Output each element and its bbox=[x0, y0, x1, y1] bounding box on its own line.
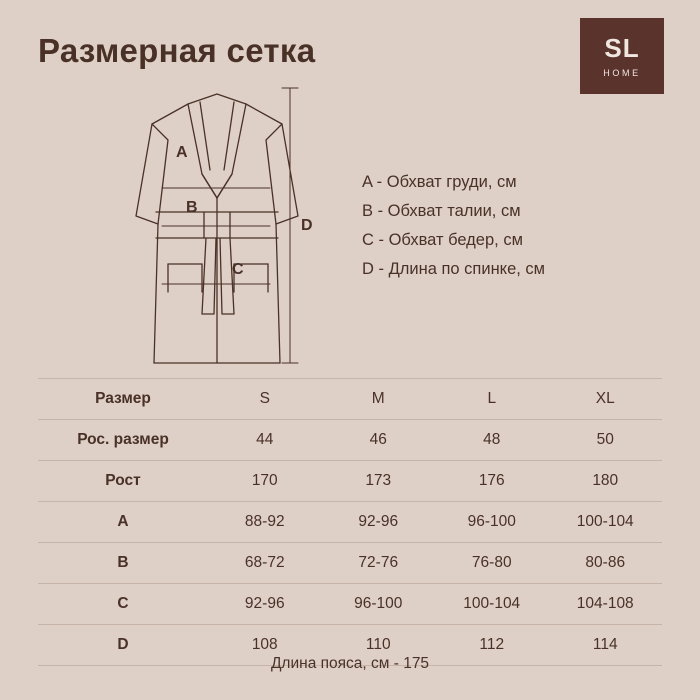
marker-d: D bbox=[301, 217, 313, 234]
cell: 112 bbox=[435, 625, 549, 666]
row-label: Рост bbox=[38, 461, 208, 502]
legend-item-b: B - Обхват талии, см bbox=[362, 202, 521, 220]
page-title: Размерная сетка bbox=[38, 32, 316, 69]
cell: 173 bbox=[322, 461, 436, 502]
cell: 46 bbox=[322, 420, 436, 461]
robe-illustration bbox=[110, 78, 325, 378]
table-header-m: M bbox=[322, 379, 436, 420]
size-table-wrapper bbox=[38, 378, 662, 666]
table-row bbox=[38, 502, 662, 543]
row-label: D bbox=[38, 625, 208, 666]
row-label: C bbox=[38, 584, 208, 625]
brand-logo-main: SL bbox=[604, 32, 640, 63]
cell: 80-86 bbox=[549, 543, 663, 584]
table-header-row bbox=[38, 379, 662, 420]
cell: 72-76 bbox=[322, 543, 436, 584]
measurement-legend bbox=[362, 168, 545, 284]
cell: 76-80 bbox=[435, 543, 549, 584]
cell: 108 bbox=[208, 625, 322, 666]
brand-logo-sub: HOME bbox=[603, 67, 641, 78]
table-row bbox=[38, 584, 662, 625]
cell: 176 bbox=[435, 461, 549, 502]
row-label: B bbox=[38, 543, 208, 584]
cell: 110 bbox=[322, 625, 436, 666]
belt-length-note: Длина пояса, см - 175 bbox=[270, 655, 430, 672]
row-label: A bbox=[38, 502, 208, 543]
marker-b: B bbox=[186, 199, 198, 216]
cell: 50 bbox=[549, 420, 663, 461]
cell: 114 bbox=[549, 625, 663, 666]
table-header-l: L bbox=[435, 379, 549, 420]
cell: 68-72 bbox=[208, 543, 322, 584]
cell: 92-96 bbox=[322, 502, 436, 543]
cell: 44 bbox=[208, 420, 322, 461]
legend-item-d: D - Длина по спинке, см bbox=[362, 260, 546, 278]
table-header-s: S bbox=[208, 379, 322, 420]
legend-item-a: A - Обхват груди, см bbox=[362, 173, 517, 191]
cell: 170 bbox=[208, 461, 322, 502]
table-row bbox=[38, 420, 662, 461]
table-row bbox=[38, 543, 662, 584]
cell: 100-104 bbox=[549, 502, 663, 543]
table-row bbox=[38, 461, 662, 502]
cell: 88-92 bbox=[208, 502, 322, 543]
cell: 100-104 bbox=[435, 584, 549, 625]
size-table bbox=[38, 378, 662, 666]
cell: 92-96 bbox=[208, 584, 322, 625]
cell: 48 bbox=[435, 420, 549, 461]
table-header-xl: XL bbox=[549, 379, 663, 420]
legend-item-c: C - Обхват бедер, см bbox=[362, 231, 523, 249]
marker-a: A bbox=[176, 144, 188, 161]
cell: 104-108 bbox=[549, 584, 663, 625]
marker-c: C bbox=[232, 261, 244, 278]
table-header-size: Размер bbox=[38, 379, 208, 420]
cell: 96-100 bbox=[322, 584, 436, 625]
row-label: Рос. размер bbox=[38, 420, 208, 461]
cell: 180 bbox=[549, 461, 663, 502]
brand-logo bbox=[580, 18, 664, 94]
cell: 96-100 bbox=[435, 502, 549, 543]
